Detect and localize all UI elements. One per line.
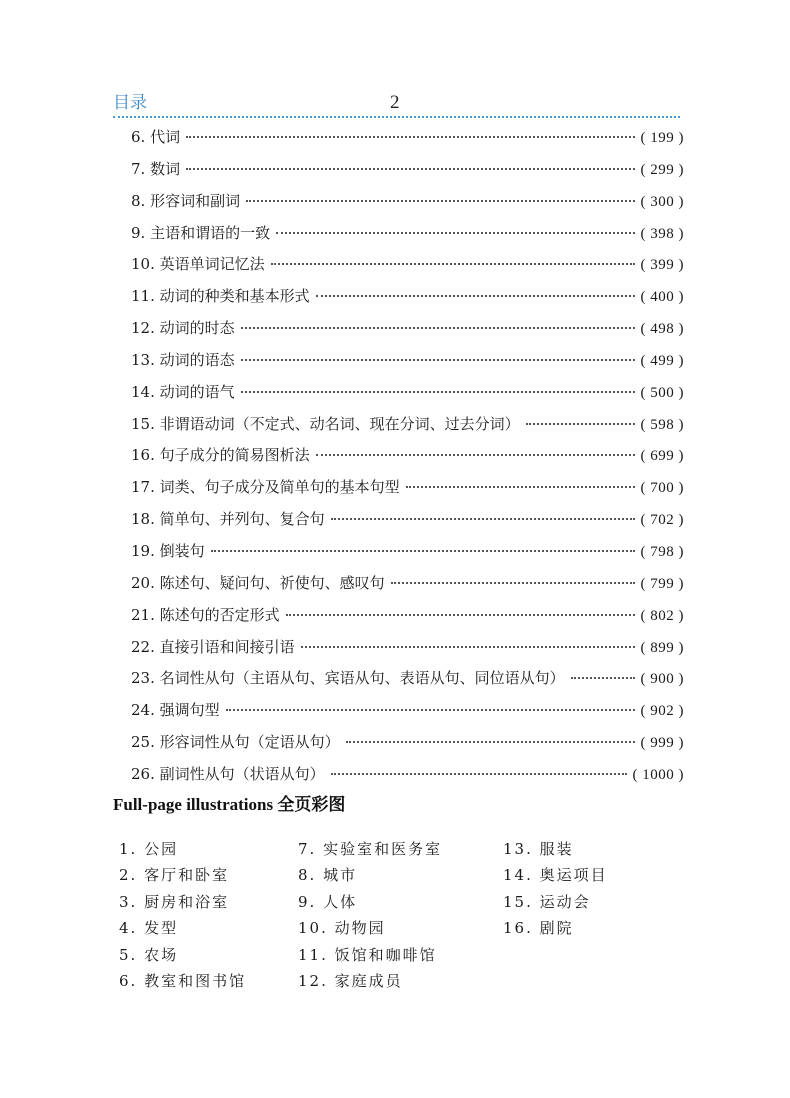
illustrations-column-2 <box>298 836 442 994</box>
toc-entry-label: 17. 词类、句子成分及简单句的基本句型 <box>131 478 400 497</box>
toc-entry[interactable] <box>131 759 684 791</box>
dot-leader <box>241 327 635 329</box>
page-header <box>113 92 680 118</box>
illustrations-column-3 <box>503 836 608 942</box>
toc-entry-page: ( 798 ) <box>640 543 684 560</box>
dot-leader <box>571 677 635 679</box>
illustration-item[interactable]: 11. 饭馆和咖啡馆 <box>298 945 437 964</box>
dot-leader <box>186 136 634 138</box>
page-number: 2 <box>390 92 400 113</box>
toc-entry-label: 19. 倒装句 <box>131 541 205 560</box>
toc-entry-label: 26. 副词性从句（状语从句） <box>131 764 325 783</box>
toc-entry-page: ( 702 ) <box>640 512 684 529</box>
dot-leader <box>331 518 635 520</box>
toc-entry[interactable] <box>131 632 684 664</box>
toc-entry-label: 24. 强调句型 <box>131 701 220 720</box>
toc-entry-label: 11. 动词的种类和基本形式 <box>131 287 310 306</box>
dot-leader <box>406 486 635 488</box>
illustration-item[interactable]: 3. 厨房和浴室 <box>119 892 230 911</box>
toc-entry-page: ( 399 ) <box>640 257 684 274</box>
toc-entry-page: ( 900 ) <box>640 671 684 688</box>
toc-entry-page: ( 500 ) <box>640 384 684 401</box>
toc-entry[interactable] <box>131 727 684 759</box>
dot-leader <box>286 614 635 616</box>
toc-entry-label: 16. 句子成分的简易图析法 <box>131 446 310 465</box>
toc-entry[interactable] <box>131 154 684 186</box>
toc-entry-page: ( 802 ) <box>640 607 684 624</box>
dot-leader <box>276 232 634 234</box>
illustration-item[interactable]: 10. 动物园 <box>298 919 386 938</box>
toc-entry[interactable] <box>131 600 684 632</box>
toc-entry[interactable] <box>131 695 684 727</box>
dot-leader <box>526 423 635 425</box>
toc-entry[interactable] <box>131 186 684 218</box>
toc-entry-label: 13. 动词的语态 <box>131 350 235 369</box>
toc-entry[interactable] <box>131 504 684 536</box>
illustrations-heading: Full-page illustrations 全页彩图 <box>113 795 346 814</box>
toc-entry-label: 12. 动词的时态 <box>131 319 235 338</box>
dot-leader <box>186 168 634 170</box>
toc-entry[interactable] <box>131 218 684 250</box>
toc-entry[interactable] <box>131 122 684 154</box>
toc-entry-page: ( 799 ) <box>640 575 684 592</box>
toc-heading: 目录 <box>113 93 147 113</box>
toc-entry-page: ( 899 ) <box>640 639 684 656</box>
dot-leader <box>271 263 635 265</box>
dot-leader <box>301 646 635 648</box>
dot-leader <box>316 295 635 297</box>
illustration-item[interactable]: 4. 发型 <box>119 919 179 938</box>
toc-entry-label: 18. 简单句、并列句、复合句 <box>131 510 325 529</box>
toc-entry-page: ( 598 ) <box>640 416 684 433</box>
toc-entry-page: ( 1000 ) <box>632 766 684 783</box>
toc-entry-page: ( 400 ) <box>640 289 684 306</box>
illustration-item[interactable]: 6. 教室和图书馆 <box>119 971 247 990</box>
dot-leader <box>316 454 635 456</box>
dot-leader <box>211 550 635 552</box>
toc-entry-label: 21. 陈述句的否定形式 <box>131 605 280 624</box>
toc-entry-page: ( 700 ) <box>640 480 684 497</box>
toc-entry-label: 23. 名词性从句（主语从句、宾语从句、表语从句、同位语从句） <box>131 669 565 688</box>
dot-leader <box>226 709 635 711</box>
dot-leader <box>391 582 635 584</box>
dot-leader <box>241 359 635 361</box>
toc-entry[interactable] <box>131 536 684 568</box>
toc-entry[interactable] <box>131 313 684 345</box>
illustration-item[interactable]: 7. 实验室和医务室 <box>298 840 443 858</box>
toc-entry[interactable] <box>131 568 684 600</box>
toc-entry-label: 10. 英语单词记忆法 <box>131 255 265 274</box>
toc-entry[interactable] <box>131 281 684 313</box>
toc-entry-page: ( 699 ) <box>640 448 684 465</box>
toc-entry-page: ( 398 ) <box>640 225 684 242</box>
illustration-item[interactable]: 8. 城市 <box>298 866 358 885</box>
illustration-item[interactable]: 15. 运动会 <box>503 892 591 911</box>
illustration-item[interactable]: 5. 农场 <box>119 945 179 964</box>
dot-leader <box>241 391 635 393</box>
toc-entry-page: ( 902 ) <box>640 703 684 720</box>
toc-entry-label: 22. 直接引语和间接引语 <box>131 637 295 656</box>
toc-entry-label: 9. 主语和谓语的一致 <box>131 223 271 242</box>
toc-entry-page: ( 300 ) <box>640 193 684 210</box>
illustration-item[interactable]: 9. 人体 <box>298 892 358 911</box>
toc-entry-label: 20. 陈述句、疑问句、祈使句、感叹句 <box>131 573 385 592</box>
illustration-item[interactable]: 1. 公园 <box>119 840 179 858</box>
toc-entry[interactable] <box>131 249 684 281</box>
illustration-item[interactable]: 12. 家庭成员 <box>298 971 403 990</box>
toc-entry-page: ( 999 ) <box>640 735 684 752</box>
toc-entry-page: ( 499 ) <box>640 352 684 369</box>
toc-entry-label: 15. 非谓语动词（不定式、动名词、现在分词、过去分词） <box>131 414 520 433</box>
toc-entry-page: ( 199 ) <box>640 130 684 146</box>
table-of-contents <box>131 122 684 791</box>
dot-leader <box>246 200 634 202</box>
toc-entry[interactable] <box>131 440 684 472</box>
toc-entry-label: 6. 代词 <box>131 128 181 146</box>
dot-leader <box>331 773 627 775</box>
header-dotted-rule <box>113 116 680 118</box>
toc-entry[interactable] <box>131 377 684 409</box>
toc-entry-label: 7. 数词 <box>131 159 181 178</box>
illustration-item[interactable]: 2. 客厅和卧室 <box>119 866 230 885</box>
toc-entry[interactable] <box>131 472 684 504</box>
illustration-item[interactable]: 14. 奥运项目 <box>503 866 608 885</box>
toc-entry-page: ( 299 ) <box>640 161 684 178</box>
toc-entry[interactable] <box>131 409 684 441</box>
illustrations-column-1 <box>119 836 246 994</box>
illustration-item[interactable]: 13. 服装 <box>503 840 574 858</box>
toc-entry-label: 25. 形容词性从句（定语从句） <box>131 733 340 752</box>
illustration-item[interactable]: 16. 剧院 <box>503 919 574 938</box>
toc-entry[interactable] <box>131 663 684 695</box>
toc-entry[interactable] <box>131 345 684 377</box>
toc-entry-page: ( 498 ) <box>640 321 684 338</box>
toc-entry-label: 8. 形容词和副词 <box>131 191 241 210</box>
dot-leader <box>346 741 635 743</box>
toc-entry-label: 14. 动词的语气 <box>131 382 235 401</box>
